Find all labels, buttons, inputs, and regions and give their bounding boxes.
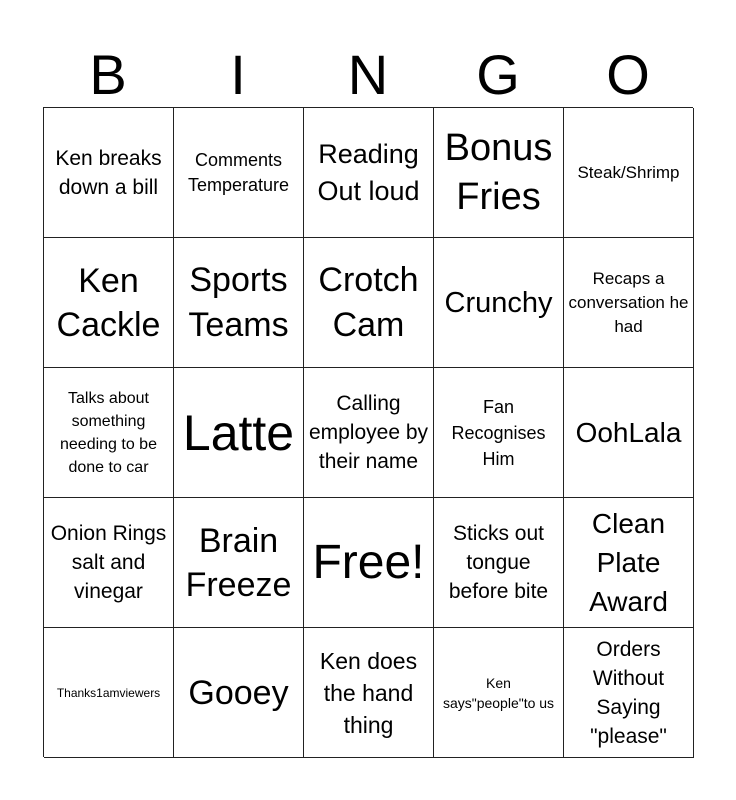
- bingo-cell[interactable]: [174, 108, 304, 238]
- bingo-cell-text: Calling employee by their name: [308, 392, 429, 473]
- bingo-cell-text: Bonus Fries: [444, 126, 553, 218]
- bingo-cell-text: Ken does the hand thing: [319, 647, 418, 738]
- bingo-cell-text: Comments Temperature: [187, 149, 290, 195]
- bingo-cell-text: Reading Out loud: [317, 138, 420, 206]
- bingo-cell-text: OohLala: [575, 416, 682, 448]
- bingo-cell-text: Ken Cackle: [56, 261, 161, 344]
- bingo-cell[interactable]: [304, 498, 434, 628]
- bingo-cell[interactable]: [44, 628, 174, 758]
- bingo-cell[interactable]: [564, 498, 694, 628]
- bingo-cell[interactable]: [434, 108, 564, 238]
- bingo-cell-text: Sticks out tongue before bite: [448, 522, 549, 603]
- bingo-cell[interactable]: [434, 238, 564, 368]
- bingo-cell-text: Orders Without Saying "please": [590, 637, 667, 748]
- bingo-cell-text: Ken breaks down a bill: [55, 146, 162, 199]
- bingo-cell-text: Latte: [182, 404, 295, 461]
- bingo-cell-text: Thanks1amviewers: [56, 685, 161, 700]
- bingo-cell[interactable]: [174, 368, 304, 498]
- bingo-cell-text: Talks about something needing to be done to car: [60, 389, 157, 476]
- bingo-cell[interactable]: [304, 108, 434, 238]
- bingo-cell[interactable]: [44, 108, 174, 238]
- bingo-cell[interactable]: [174, 628, 304, 758]
- bingo-cell[interactable]: [434, 368, 564, 498]
- bingo-cell[interactable]: [44, 498, 174, 628]
- bingo-header: [43, 42, 693, 108]
- bingo-cell[interactable]: [304, 368, 434, 498]
- bingo-cell-text: Onion Rings salt and vinegar: [50, 522, 167, 603]
- bingo-cell-text: Crotch Cam: [318, 260, 419, 344]
- bingo-cell-text: Clean Plate Award: [589, 508, 668, 617]
- bingo-cell[interactable]: [434, 498, 564, 628]
- bingo-cell-text: Free!: [312, 535, 425, 589]
- header-letter-g: G: [476, 43, 520, 106]
- bingo-cell[interactable]: [564, 238, 694, 368]
- bingo-cell-text: Steak/Shrimp: [577, 162, 680, 182]
- bingo-cell[interactable]: [564, 108, 694, 238]
- bingo-cell-text: Crunchy: [444, 286, 553, 319]
- bingo-cell[interactable]: [564, 628, 694, 758]
- bingo-cell-text: Gooey: [188, 673, 289, 712]
- bingo-cell[interactable]: [44, 368, 174, 498]
- bingo-cell[interactable]: [44, 238, 174, 368]
- bingo-cell[interactable]: [304, 238, 434, 368]
- header-letter-b: B: [89, 43, 127, 106]
- header-letter-i: I: [230, 43, 246, 106]
- bingo-cell-text: Fan Recognises Him: [451, 396, 546, 469]
- header-letter-o: O: [606, 43, 650, 106]
- header-letter-n: N: [347, 43, 389, 106]
- bingo-cell-text: Recaps a conversation he had: [568, 268, 689, 336]
- bingo-cell[interactable]: [564, 368, 694, 498]
- bingo-cell-text: Sports Teams: [188, 260, 289, 344]
- bingo-cell[interactable]: [304, 628, 434, 758]
- bingo-cell[interactable]: [174, 238, 304, 368]
- bingo-cell[interactable]: [434, 628, 564, 758]
- bingo-cell-text: Brain Freeze: [185, 521, 292, 604]
- bingo-grid: [43, 107, 693, 757]
- bingo-cell-text: Ken says"people"to us: [442, 674, 555, 711]
- bingo-cell[interactable]: [174, 498, 304, 628]
